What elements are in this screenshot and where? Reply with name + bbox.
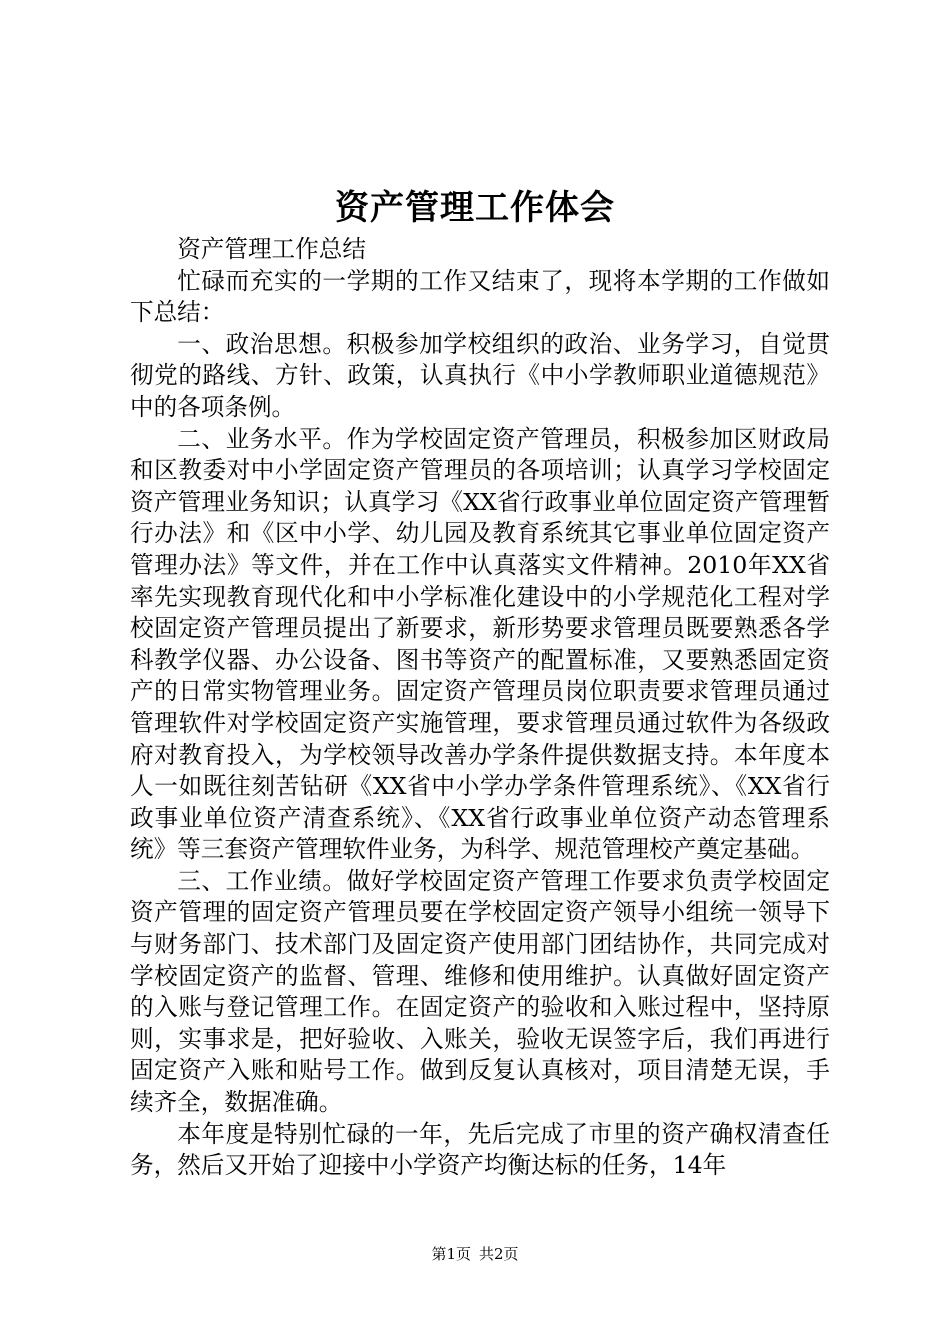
- paragraph-this-year: 本年度是特别忙碌的一年，先后完成了市里的资产确权清查任务，然后又开始了迎接中小学资产均衡达标的任务，14年: [130, 1119, 830, 1180]
- page-footer: [0, 1244, 950, 1264]
- paragraph-achievements: 三、工作业绩。做好学校固定资产管理工作要求负责学校固定资产管理的固定资产管理员要在学校固定资产领导小组统一领导下与财务部门、技术部门及固定资产使用部门团结协作，共同完成对学校固定资产的监督、管理、维修和使用维护。认真做好固定资产的入账与登记管理工作。在固定资产的验收和入账过程中，坚持原则，实事求是，把好验收、入账关，验收无误签字后，我们再进行固定资产入账和贴号工作。做到反复认真核对，项目清楚无误，手续齐全，数据准确。: [130, 866, 830, 1117]
- document-body: [130, 234, 830, 1182]
- paragraph-subtitle: 资产管理工作总结: [177, 235, 366, 263]
- paragraph-political: 一、政治思想。积极参加学校组织的政治、业务学习，自觉贯彻党的路线、方针、政策，认真执行《中小学教师职业道德规范》中的各项条例。: [130, 329, 830, 421]
- page-total: 共2页: [479, 1245, 519, 1263]
- paragraph-professional: 二、业务水平。作为学校固定资产管理员，积极参加区财政局和区教委对中小学固定资产管理员的各项培训；认真学习学校固定资产管理业务知识；认真学习《XX省行政事业单位固定资产管理暂行办法》和《区中小学、幼儿园及教育系统其它事业单位固定资产管理办法》等文件，并在工作中认真落实文件精神。2010年XX省率先实现教育现代化和中小学标准化建设中的小学规范化工程对学校固定资产管理员提出了新要求，新形势要求管理员既要熟悉各学科教学仪器、办公设备、图书等资产的配置标准，又要熟悉固定资产的日常实物管理业务。固定资产管理员岗位职责要求管理员通过管理软件对学校固定资产实施管理，要求管理员通过软件为各级政府对教育投入，为学校领导改善办学条件提供数据支持。本年度本人一如既往刻苦钻研《XX省中小学办学条件管理系统》、《XX省行政事业单位资产清查系统》、《XX省行政事业单位资产动态管理系统》等三套资产管理软件业务，为科学、规范管理校产奠定基础。: [130, 424, 830, 864]
- paragraph-intro: 忙碌而充实的一学期的工作又结束了，现将本学期的工作做如下总结：: [130, 266, 830, 327]
- page-number: 第1页: [431, 1245, 471, 1263]
- document-title: 资产管理工作体会: [335, 188, 615, 228]
